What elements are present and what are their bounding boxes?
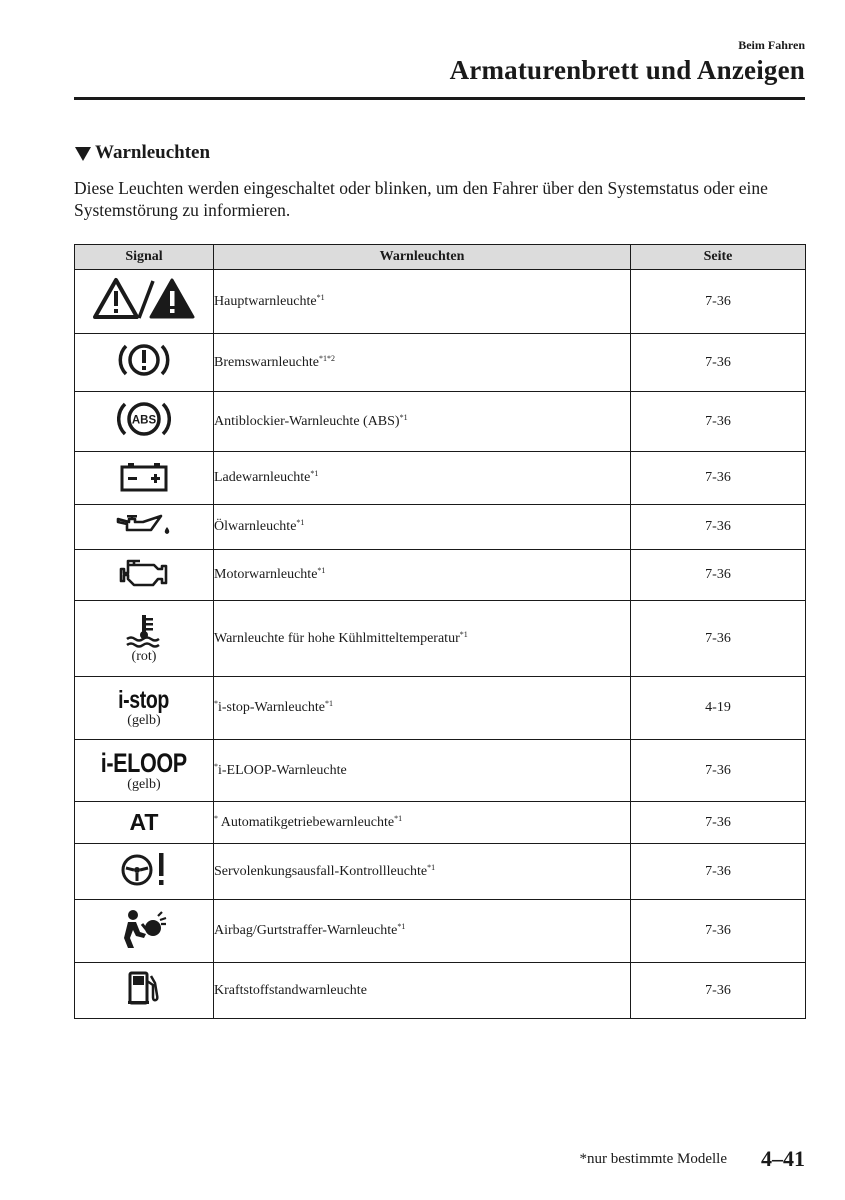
signal-cell	[75, 802, 214, 844]
header-page: Seite	[631, 245, 806, 270]
abs-icon-label: ABS	[131, 414, 157, 427]
warning-light-name: Warnleuchte für hohe Kühlmitteltemperatur$^{*1}$	[214, 601, 631, 677]
signal-color-note: (gelb)	[127, 776, 161, 792]
intro-paragraph: Diese Leuchten werden eingeschaltet oder blinken, um den Fahrer über den Systemstatus oder eine Systemstörung zu informieren.	[74, 178, 768, 220]
table-header-row	[75, 245, 806, 270]
signal-cell	[75, 677, 214, 740]
signal-cell	[75, 505, 214, 550]
table-row	[75, 392, 806, 452]
signal-color-note: (gelb)	[127, 713, 161, 728]
battery-charge-icon	[119, 459, 169, 493]
table-row	[75, 550, 806, 601]
warning-light-name: Kraftstoffstandwarnleuchte	[214, 963, 631, 1019]
warning-light-name: Bremswarnleuchte$^{*1*2}$	[214, 334, 631, 392]
automatic-transmission-icon: AT	[129, 808, 159, 835]
warning-light-name: *i-stop-Warnleuchte$^{*1}$	[214, 677, 631, 740]
section-heading-text: Warnleuchten	[95, 142, 211, 163]
page-title: Armaturenbrett und Anzeigen	[449, 55, 805, 85]
table-row	[75, 802, 806, 844]
brake-warning-icon	[118, 339, 170, 381]
signal-cell	[75, 334, 214, 392]
signal-cell	[75, 270, 214, 334]
coolant-temperature-icon	[124, 613, 164, 649]
warning-light-name: Ölwarnleuchte$^{*1}$	[214, 505, 631, 550]
warning-lights-table	[74, 244, 806, 1019]
fuel-level-icon	[126, 969, 162, 1007]
title-divider	[74, 97, 805, 100]
table-row	[75, 505, 806, 550]
section-heading	[74, 142, 210, 164]
page-reference: 7-36	[631, 601, 806, 677]
abs-warning-icon	[117, 397, 171, 441]
signal-cell	[75, 550, 214, 601]
signal-cell	[75, 452, 214, 505]
page-reference: 7-36	[631, 270, 806, 334]
signal-cell	[75, 963, 214, 1019]
table-row	[75, 677, 806, 740]
header-warning-light: Warnleuchten	[214, 245, 631, 270]
header-signal: Signal	[75, 245, 214, 270]
page-reference: 7-36	[631, 505, 806, 550]
signal-cell	[75, 844, 214, 900]
oil-pressure-icon	[115, 512, 173, 538]
page-reference: 7-36	[631, 963, 806, 1019]
footnote: *nur bestimmte Modelle	[579, 1151, 727, 1167]
warning-light-name: * Automatikgetriebewarnleuchte$^{*1}$	[214, 802, 631, 844]
table-row	[75, 844, 806, 900]
page-reference: 7-36	[631, 452, 806, 505]
page-reference: 7-36	[631, 334, 806, 392]
warning-light-name: Antiblockier-Warnleuchte (ABS)$^{*1}$	[214, 392, 631, 452]
signal-color-note: (rot)	[131, 649, 157, 664]
page-reference: 4-19	[631, 677, 806, 740]
i-stop-icon: i-stop	[118, 686, 170, 714]
table-row	[75, 270, 806, 334]
table-row	[75, 963, 806, 1019]
airbag-icon	[120, 908, 168, 950]
triangle-down-icon	[74, 146, 92, 162]
warning-light-name: Hauptwarnleuchte$^{*1}$	[214, 270, 631, 334]
page-reference: 7-36	[631, 550, 806, 601]
page-number: 4–41	[761, 1146, 805, 1171]
table-row	[75, 740, 806, 802]
table-row	[75, 452, 806, 505]
master-warning-icon	[92, 275, 196, 323]
table-row	[75, 334, 806, 392]
warning-light-name: *i-ELOOP-Warnleuchte	[214, 740, 631, 802]
table-row	[75, 900, 806, 963]
page-reference: 7-36	[631, 844, 806, 900]
section-label: Beim Fahren	[738, 38, 805, 52]
page-reference: 7-36	[631, 392, 806, 452]
signal-cell	[75, 392, 214, 452]
table-row	[75, 601, 806, 677]
signal-cell	[75, 900, 214, 963]
page-reference: 7-36	[631, 900, 806, 963]
warning-light-name: Ladewarnleuchte$^{*1}$	[214, 452, 631, 505]
signal-cell	[75, 740, 214, 802]
signal-cell	[75, 601, 214, 677]
warning-light-name: Airbag/Gurtstraffer-Warnleuchte$^{*1}$	[214, 900, 631, 963]
power-steering-icon	[119, 850, 169, 888]
page-reference: 7-36	[631, 740, 806, 802]
warning-light-name: Servolenkungsausfall-Kontrollleuchte$^{*1}$	[214, 844, 631, 900]
i-eloop-icon: i-ELOOP	[100, 747, 187, 778]
engine-check-icon	[118, 557, 170, 589]
page-reference: 7-36	[631, 802, 806, 844]
warning-light-name: Motorwarnleuchte$^{*1}$	[214, 550, 631, 601]
